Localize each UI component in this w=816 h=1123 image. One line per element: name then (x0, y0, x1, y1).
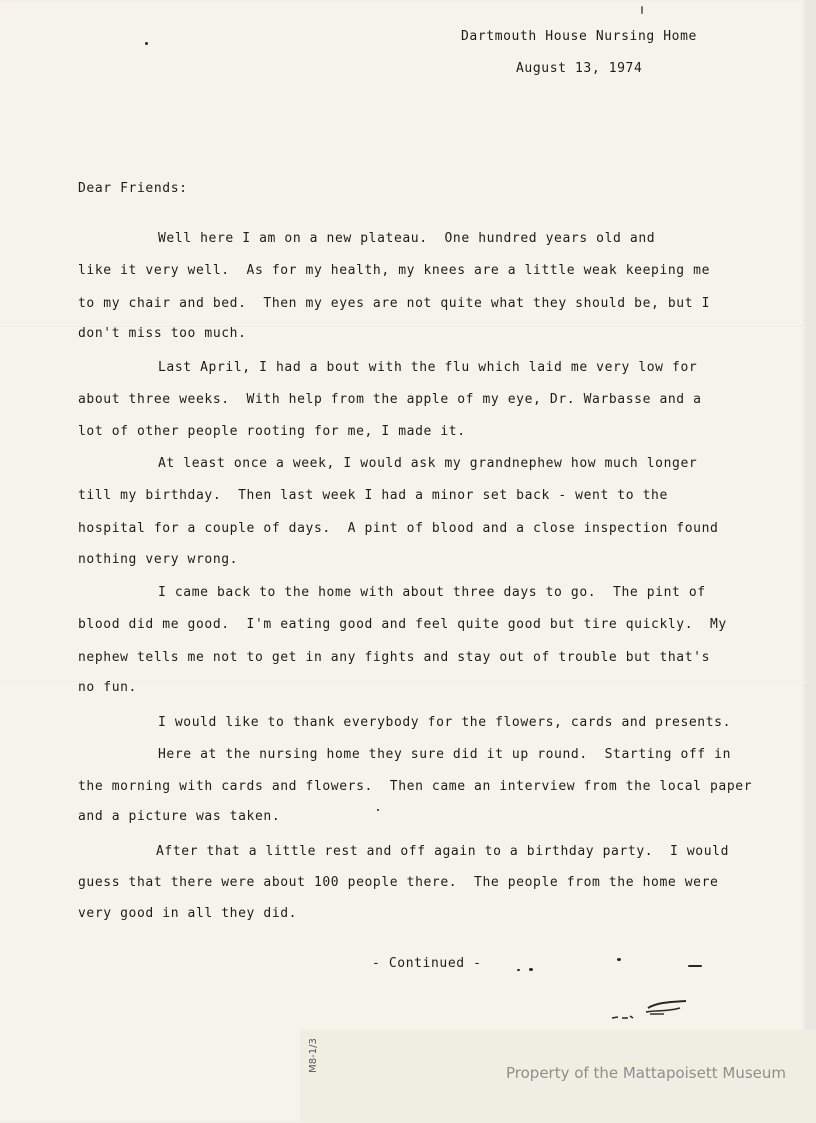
body-line: Well here I am on a new plateau. One hundred years old and (158, 231, 656, 246)
ink-speck (145, 42, 148, 45)
continued-marker: - Continued - (372, 956, 482, 971)
ink-speck (617, 958, 621, 961)
body-line: Last April, I had a bout with the flu which laid me very low for (158, 360, 698, 375)
ink-speck (641, 6, 643, 14)
body-line: hospital for a couple of days. A pint of blood and a close inspection found (78, 521, 719, 536)
body-line: to my chair and bed. Then my eyes are not quite what they should be, but I (78, 296, 710, 311)
body-line: about three weeks. With help from the apple of my eye, Dr. Warbasse and a (78, 392, 702, 407)
body-line: no fun. (78, 680, 137, 695)
body-line: and a picture was taken. (78, 809, 281, 824)
body-line: blood did me good. I'm eating good and feel quite good but tire quickly. My (78, 617, 727, 632)
body-line: don't miss too much. (78, 326, 247, 341)
body-line: I would like to thank everybody for the flowers, cards and presents. (158, 715, 732, 730)
body-line: After that a little rest and off again to a birthday party. I would (156, 844, 730, 859)
museum-watermark: Property of the Mattapoisett Museum (506, 1064, 786, 1082)
ink-speck (517, 969, 520, 971)
ink-speck (529, 968, 533, 971)
body-line: Here at the nursing home they sure did it up round. Starting off in (158, 747, 732, 762)
body-line: At least once a week, I would ask my grandnephew how much longer (158, 456, 698, 471)
body-line: lot of other people rooting for me, I made it. (78, 424, 466, 439)
letter-date: August 13, 1974 (516, 61, 643, 76)
body-line: till my birthday. Then last week I had a minor set back - went to the (78, 488, 668, 503)
body-line: like it very well. As for my health, my knees are a little weak keeping me (78, 263, 710, 278)
ink-speck (688, 965, 702, 967)
archive-mark-text: M8-1/3 (307, 1038, 319, 1073)
body-line: I came back to the home with about three days to go. The pint of (158, 585, 706, 600)
handwritten-scribble (606, 996, 690, 1022)
letter-sender: Dartmouth House Nursing Home (461, 29, 697, 44)
body-line: nothing very wrong. (78, 552, 239, 567)
body-line: nephew tells me not to get in any fights and stay out of trouble but that's (78, 650, 710, 665)
salutation: Dear Friends: (78, 181, 188, 196)
archive-mark (306, 1036, 332, 1080)
body-line: the morning with cards and flowers. Then came an interview from the local paper (78, 779, 753, 794)
ink-speck (377, 809, 379, 811)
body-line: guess that there were about 100 people there. The people from the home were (78, 875, 719, 890)
body-line: very good in all they did. (78, 906, 298, 921)
